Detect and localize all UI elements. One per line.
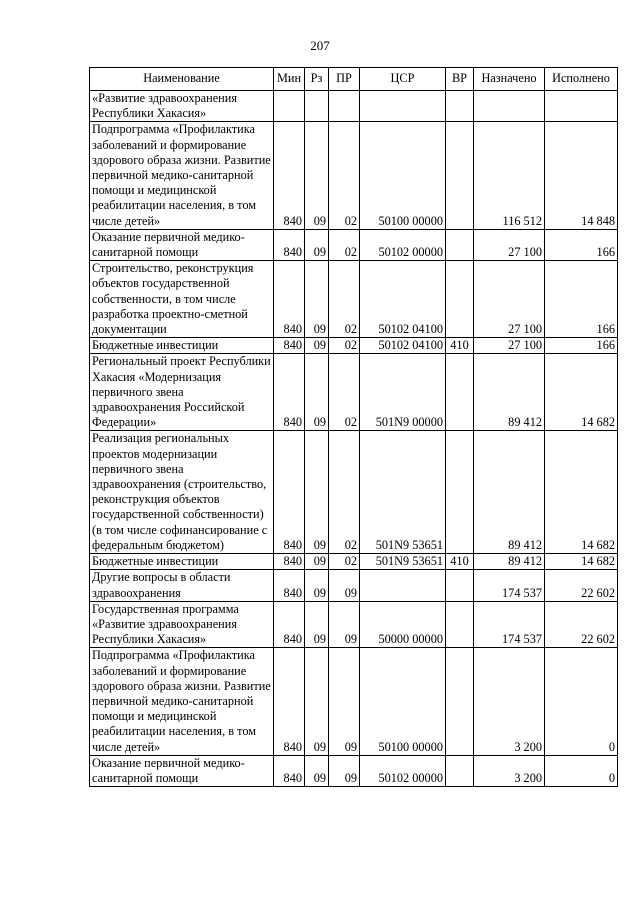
header-assigned: Назначено (474, 68, 545, 91)
cell-assigned: 174 537 (474, 601, 545, 648)
cell-vr (446, 755, 474, 786)
cell-vr (446, 122, 474, 229)
cell-pr (329, 91, 360, 122)
cell-pr: 02 (329, 229, 360, 260)
cell-name: Региональный проект Республики Хакасия «Модернизация первичного звена здравоохранения Российской Федерации» (90, 354, 274, 431)
cell-rz: 09 (305, 431, 329, 554)
cell-name: Реализация региональных проектов модернизации первичного звена здравоохранения (строительство, реконструкция объектов государственной собственности) (в том числе софинансирование с федеральным бюджетом) (90, 431, 274, 554)
cell-min: 840 (274, 570, 305, 601)
cell-min: 840 (274, 354, 305, 431)
cell-vr: 410 (446, 338, 474, 354)
header-name: Наименование (90, 68, 274, 91)
cell-min: 840 (274, 229, 305, 260)
header-vr: ВР (446, 68, 474, 91)
cell-rz (305, 91, 329, 122)
header-min: Мин (274, 68, 305, 91)
cell-csr (360, 91, 446, 122)
table-row (90, 431, 618, 554)
table-row (90, 354, 618, 431)
cell-rz: 09 (305, 570, 329, 601)
cell-rz: 09 (305, 554, 329, 570)
header-rz: Рз (305, 68, 329, 91)
cell-rz: 09 (305, 354, 329, 431)
cell-vr (446, 91, 474, 122)
cell-executed: 22 602 (545, 570, 618, 601)
cell-csr: 50102 04100 (360, 338, 446, 354)
cell-assigned: 3 200 (474, 648, 545, 755)
cell-csr: 50102 00000 (360, 229, 446, 260)
table-row (90, 338, 618, 354)
cell-name: «Развитие здравоохранения Республики Хакасия» (90, 91, 274, 122)
cell-executed: 14 682 (545, 354, 618, 431)
table-row (90, 601, 618, 648)
cell-rz: 09 (305, 122, 329, 229)
cell-pr: 02 (329, 261, 360, 338)
cell-name: Государственная программа «Развитие здравоохранения Республики Хакасия» (90, 601, 274, 648)
cell-assigned: 27 100 (474, 338, 545, 354)
cell-vr (446, 431, 474, 554)
cell-vr (446, 354, 474, 431)
cell-assigned: 3 200 (474, 755, 545, 786)
cell-name: Бюджетные инвестиции (90, 554, 274, 570)
cell-csr: 50102 00000 (360, 755, 446, 786)
cell-executed: 22 602 (545, 601, 618, 648)
table-row (90, 554, 618, 570)
cell-min: 840 (274, 338, 305, 354)
cell-assigned: 89 412 (474, 354, 545, 431)
table-row (90, 122, 618, 229)
cell-min: 840 (274, 554, 305, 570)
cell-pr: 02 (329, 431, 360, 554)
cell-assigned: 174 537 (474, 570, 545, 601)
cell-executed: 14 682 (545, 431, 618, 554)
cell-name: Подпрограмма «Профилактика заболеваний и формирование здорового образа жизни. Развитие первичной медико-санитарной помощи и медицинской реабилитации населения, в том числе детей» (90, 122, 274, 229)
cell-vr (446, 570, 474, 601)
cell-min: 840 (274, 648, 305, 755)
cell-csr: 50000 00000 (360, 601, 446, 648)
cell-assigned: 27 100 (474, 261, 545, 338)
cell-min: 840 (274, 755, 305, 786)
cell-csr (360, 570, 446, 601)
cell-executed: 14 848 (545, 122, 618, 229)
cell-vr (446, 261, 474, 338)
cell-min: 840 (274, 261, 305, 338)
cell-name: Оказание первичной медико-санитарной помощи (90, 755, 274, 786)
budget-table (89, 67, 618, 787)
table-row (90, 229, 618, 260)
header-pr: ПР (329, 68, 360, 91)
cell-executed: 166 (545, 229, 618, 260)
cell-pr: 02 (329, 122, 360, 229)
cell-csr: 501N9 00000 (360, 354, 446, 431)
cell-executed (545, 91, 618, 122)
cell-rz: 09 (305, 755, 329, 786)
cell-name: Бюджетные инвестиции (90, 338, 274, 354)
cell-rz: 09 (305, 601, 329, 648)
cell-pr: 02 (329, 338, 360, 354)
cell-executed: 166 (545, 338, 618, 354)
cell-assigned: 27 100 (474, 229, 545, 260)
table-header-row (90, 68, 618, 91)
cell-name: Другие вопросы в области здравоохранения (90, 570, 274, 601)
cell-csr: 50100 00000 (360, 122, 446, 229)
cell-vr (446, 601, 474, 648)
cell-executed: 14 682 (545, 554, 618, 570)
cell-assigned: 89 412 (474, 431, 545, 554)
cell-rz: 09 (305, 229, 329, 260)
cell-min: 840 (274, 431, 305, 554)
cell-assigned (474, 91, 545, 122)
cell-name: Подпрограмма «Профилактика заболеваний и формирование здорового образа жизни. Развитие первичной медико-санитарной помощи и медицинской реабилитации населения, в том числе детей» (90, 648, 274, 755)
cell-min (274, 91, 305, 122)
cell-pr: 09 (329, 648, 360, 755)
cell-pr: 09 (329, 570, 360, 601)
cell-rz: 09 (305, 261, 329, 338)
cell-executed: 0 (545, 648, 618, 755)
cell-csr: 501N9 53651 (360, 431, 446, 554)
table-row (90, 91, 618, 122)
cell-pr: 09 (329, 601, 360, 648)
cell-assigned: 89 412 (474, 554, 545, 570)
cell-assigned: 116 512 (474, 122, 545, 229)
cell-pr: 09 (329, 755, 360, 786)
cell-name: Строительство, реконструкция объектов государственной собственности, в том числе разработка проектно-сметной документации (90, 261, 274, 338)
cell-rz: 09 (305, 648, 329, 755)
table-row (90, 648, 618, 755)
cell-executed: 0 (545, 755, 618, 786)
header-csr: ЦСР (360, 68, 446, 91)
cell-name: Оказание первичной медико-санитарной помощи (90, 229, 274, 260)
page-number: 207 (310, 38, 330, 53)
table-row (90, 261, 618, 338)
cell-rz: 09 (305, 338, 329, 354)
cell-min: 840 (274, 601, 305, 648)
cell-min: 840 (274, 122, 305, 229)
cell-vr: 410 (446, 554, 474, 570)
cell-csr: 50100 00000 (360, 648, 446, 755)
table-row (90, 570, 618, 601)
table-row (90, 755, 618, 786)
cell-pr: 02 (329, 554, 360, 570)
cell-csr: 501N9 53651 (360, 554, 446, 570)
cell-vr (446, 648, 474, 755)
cell-pr: 02 (329, 354, 360, 431)
cell-csr: 50102 04100 (360, 261, 446, 338)
cell-vr (446, 229, 474, 260)
header-executed: Исполнено (545, 68, 618, 91)
cell-executed: 166 (545, 261, 618, 338)
